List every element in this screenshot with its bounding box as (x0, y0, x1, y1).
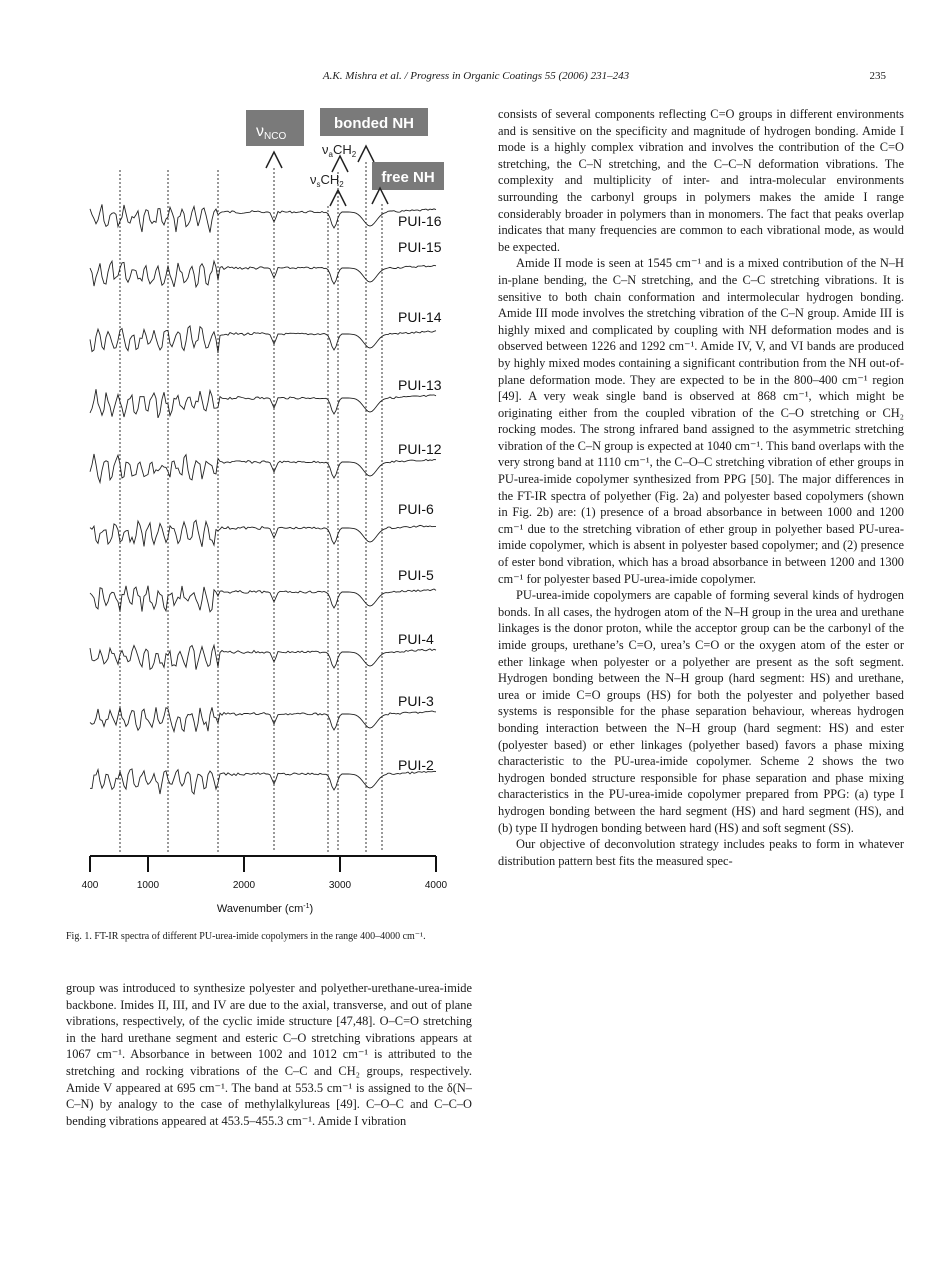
spectrum-label: PUI-12 (398, 441, 442, 457)
spectrum-label: PUI-6 (398, 501, 434, 517)
spectrum-trace (90, 454, 436, 482)
tick-label: 2000 (232, 880, 256, 891)
running-header (66, 70, 886, 88)
vs-ch2-label: $\nu_sCH_2$ (310, 172, 344, 189)
nco-marker (266, 152, 282, 168)
tick-label: 400 (81, 880, 99, 891)
x-axis-label: Wavenumber $(cm^{-1})$ (216, 903, 314, 915)
paragraph: Amide II mode is seen at 1545 cm⁻¹ and is a mixed contribution of the N–H in-plane bending, the C–N stretching, and the C–C stretching vibrations. It is sensitive to both chain conformation and intermolecular hydrogen bonding. Amide III mode involves the stretching vibration of the C–N group. Amide III is highly mixed and complicated by coupling with NH deformation modes and is observed between 1226 and 1292 cm⁻¹. Amide IV, V, and VI bands are produced by highly mixed modes containing a significant contribution from the NH out-of-plane deformation mode. They are expected to be in the 800–400 cm⁻¹ region [49]. A very weak single band is observed at 868 cm⁻¹, which might be originating either from the coupled vibration of the C–O stretching or CH₂ rocking modes. The strong infrared band assigned to the asymmetric stretching vibration of the C–N group is expected at 1040 cm⁻¹. This band overlaps with the very strong band at 1110 cm⁻¹, the C–O–C stretching vibration of ether groups in PU-urea-imide copolymer synthesized from PPG [50]. The major differences in the FT-IR spectra of polyether (Fig. 2a) and polyester based copolymers (shown in Fig. 2b) are: (1) presence of a broad absorbance in between 1000 and 1200 cm⁻¹ due to the stretching vibration of ether group in polyether based PU-urea-imide copolymer, which is absent in polyester based copolymer; and (2) presence of ester bond vibration, which has a broad absorbance in between 1200 and 1300 cm⁻¹ for polyester based PU-urea-imide copolymer. (498, 256, 904, 586)
page-number: 235 (869, 70, 886, 82)
va-ch2-marker (332, 156, 348, 172)
spectrum-label: PUI-4 (398, 631, 434, 647)
x-axis-ticks (82, 880, 448, 891)
spectrum-trace (90, 707, 436, 732)
spectrum-label: PUI-15 (398, 239, 442, 255)
right-column (498, 106, 904, 869)
paragraph: group was introduced to synthesize polyester and polyether-urethane-urea-imide backbone. Imides II, III, and IV are due to the axial, transverse, and out of plane vibrations, respectively, of the cyclic imide structure [47,48]. O–C=O stretching in the hard urethane segment and esteric C–O stretching vibrations appears at 1067 cm⁻¹. Absorbance in between 1002 and 1012 cm⁻¹ is attributed to the stretching and rocking vibrations of the C–C and CH₂ groups, respectively. Amide V appeared at 695 cm⁻¹. The band at 553.5 cm⁻¹ is assigned to the δ(N–C–N) by analogy to the case of methylalkylureas [49]. C–O–C and C–C–O bending vibrations appeared at 453.5–455.3 cm⁻¹. Amide I vibration (66, 981, 472, 1128)
spectrum-trace (90, 389, 436, 418)
bonded-nh-label: bonded NH (334, 115, 414, 132)
spectrum-trace (90, 261, 436, 287)
spectrum-trace (90, 326, 436, 353)
bonded-nh-marker (358, 146, 374, 162)
nco-label: νNCO (256, 123, 287, 142)
paragraph: PU-urea-imide copolymers are capable of forming several kinds of hydrogen bonds. In all cases, the hydrogen atom of the N–H group in the urea and urethane linkages is the donor proton, while the acceptor group can be the carbonyl of the imide groups, urethane’s C=O, urea’s C=O or the oxygen atom of the ester or ether linkage when polyester or a polyether are present as the soft segment. Hydrogen bonding between the N–H group (hard segment: HS) and urethane, urea or imide C=O groups (HS) for both the polyester and polyether based systems is responsible for the phase separation behaviour, whereas hydrogen bonding interaction between the N–H group (hard segment: HS) and ester (polyester based) or ether linkages (polyether based) favors a phase mixing characteristic to the PU-urea-imide copolymer. Scheme 2 shows the two hydrogen bonded structure responsible for phase separation and phase mixing characteristics in the PU-urea-imide copolymer prepared from PPG: (a) type I hydrogen bonding between the hard segment (HS) and hard segment (HS), and (b) type II hydrogen bonding between hard (HS) and soft segment (SS). (498, 588, 904, 835)
figure-caption: Fig. 1. FT-IR spectra of different PU-urea-imide copolymers in the range 400–4000 cm⁻¹. (66, 931, 426, 942)
va-ch2-label: $\nu_aCH_2$ (322, 142, 357, 159)
spectrum-trace (90, 204, 436, 232)
spectrum-label: PUI-5 (398, 567, 434, 583)
tick-label: 3000 (328, 880, 352, 891)
spectrum-label: PUI-2 (398, 757, 434, 773)
ftir-figure (70, 100, 480, 930)
free-nh-marker (372, 188, 388, 204)
left-column (66, 980, 472, 1129)
free-nh-label: free NH (381, 169, 435, 186)
running-title: A.K. Mishra et al. / Progress in Organic Coatings 55 (2006) 231–243 (322, 70, 630, 82)
paragraph: consists of several components reflecting C=O groups in different environments and is sensitive on the specificity and magnitude of hydrogen bonding. Amide I mode is a highly complex vibration and involves the contribution of the C=O stretching, the C–N stretching, and the C–C–N deformation vibrations. The complexity and multiplicity of inter- and intra-molecular environments surrounding the carbonyl groups in polymers makes the amide I range considerably broader in polymers than in monomers. The fact that peaks overlap indicates that many frequencies are common to each vibrational mode, as would be expected. (498, 107, 904, 254)
reference-lines (120, 162, 382, 852)
x-axis (90, 856, 436, 872)
spectrum-label: PUI-13 (398, 377, 442, 393)
ftir-spectra-plot (70, 100, 480, 930)
spectra-group (90, 204, 442, 794)
spectrum-label: PUI-3 (398, 693, 434, 709)
spectrum-label: PUI-16 (398, 213, 442, 229)
paragraph: Our objective of deconvolution strategy includes peaks to form in whatever distribution pattern best fits the measured spec- (498, 837, 904, 868)
spectrum-trace (90, 586, 436, 612)
spectrum-trace (90, 520, 436, 547)
spectrum-label: PUI-14 (398, 309, 442, 325)
tick-label: 4000 (424, 880, 448, 891)
spectrum-trace (90, 645, 436, 669)
spectrum-trace (90, 769, 436, 794)
tick-label: 1000 (136, 880, 160, 891)
